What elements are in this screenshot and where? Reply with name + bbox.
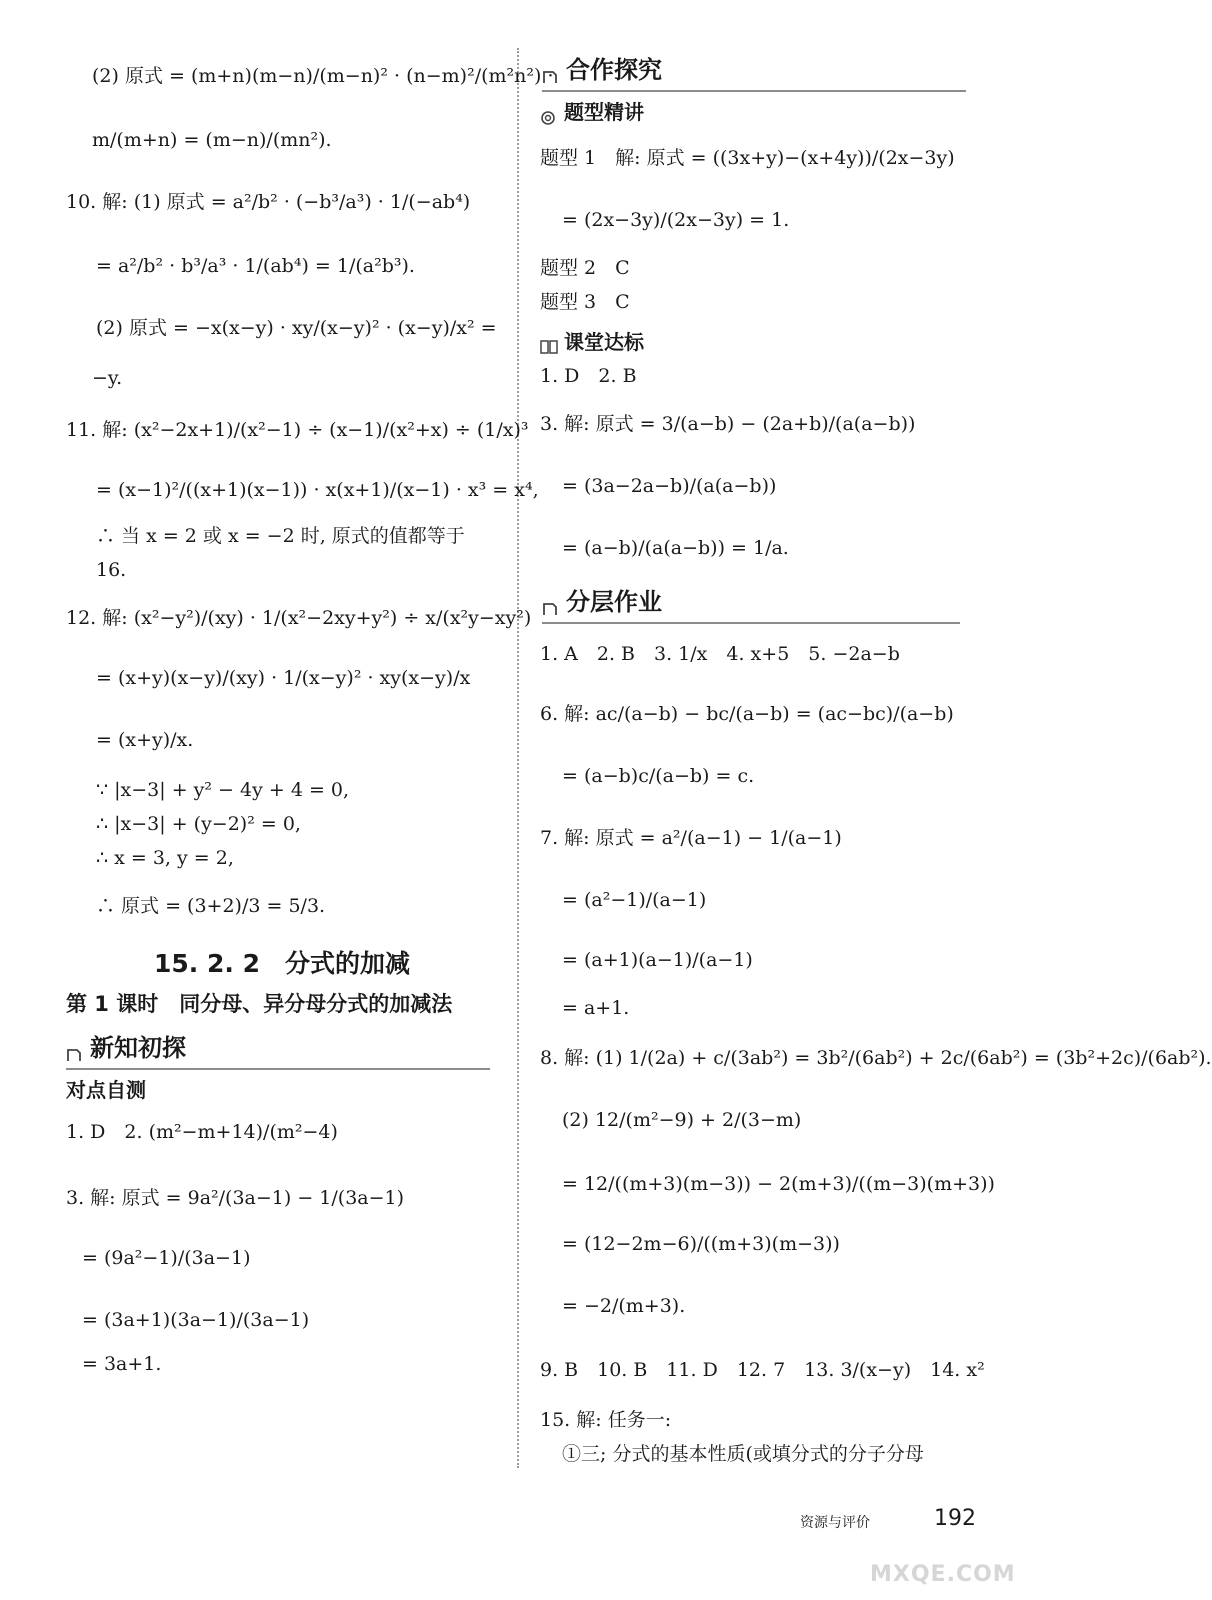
right-line3-10: = 12/((m+3)(m−3)) − 2(m+3)/((m−3)(m+3)) bbox=[562, 1173, 995, 1195]
left-line2-1: 1. D 2. (m²−m+14)/(m²−4) bbox=[66, 1121, 338, 1143]
section-new-knowledge bbox=[66, 1028, 490, 1063]
class-goal-heading bbox=[540, 326, 644, 355]
left-line2-2: 3. 解: 原式 = 9a²/(3a−1) − 1/(3a−1) bbox=[66, 1187, 405, 1209]
left-line-14: ∵ |x−3| + y² − 4y + 4 = 0, bbox=[96, 779, 350, 801]
spiral-icon bbox=[540, 106, 556, 122]
section-cooperation bbox=[542, 50, 966, 85]
left-line-4: = a²/b² · b³/a³ · 1/(ab⁴) = 1/(a²b³). bbox=[96, 255, 415, 277]
left-line-2: m/(m+n) = (m−n)/(mn²). bbox=[92, 129, 332, 151]
right-line3-3: = (a−b)c/(a−b) = c. bbox=[562, 765, 755, 787]
right-line3-14: 15. 解: 任务一: bbox=[540, 1409, 672, 1431]
footer-label: 资源与评价 bbox=[800, 1515, 870, 1531]
left-line-13: = (x+y)/x. bbox=[96, 729, 194, 751]
right-line-3: 题型 2 C bbox=[540, 257, 630, 279]
page-corner-icon bbox=[542, 63, 558, 79]
right-line2-1: 1. D 2. B bbox=[540, 365, 637, 387]
left-line-1: (2) 原式 = (m+n)(m−n)/(m−n)² · (n−m)²/(m²n²) · bbox=[92, 65, 554, 87]
left-line-6: −y. bbox=[92, 367, 123, 389]
book-icon bbox=[540, 336, 556, 352]
right-line3-15: ①三; 分式的基本性质(或填分式的分子分母 bbox=[562, 1443, 924, 1465]
section-layered-homework bbox=[542, 582, 960, 617]
right-line3-9: (2) 12/(m²−9) + 2/(3−m) bbox=[562, 1109, 802, 1131]
left-line2-5: = 3a+1. bbox=[82, 1353, 162, 1375]
section-layered-label: 分层作业 bbox=[566, 588, 662, 616]
section-cooperation-label: 合作探究 bbox=[566, 56, 662, 84]
right-line-4: 题型 3 C bbox=[540, 291, 630, 313]
right-line3-7: = a+1. bbox=[562, 997, 630, 1019]
left-line-17: ∴ 原式 = (3+2)/3 = 5/3. bbox=[96, 895, 326, 917]
page-number: 192 bbox=[934, 1506, 976, 1531]
right-line2-2: 3. 解: 原式 = 3/(a−b) − (2a+b)/(a(a−b)) bbox=[540, 413, 916, 435]
right-line3-12: = −2/(m+3). bbox=[562, 1295, 686, 1317]
column-divider bbox=[517, 48, 519, 1468]
left-line-15: ∴ |x−3| + (y−2)² = 0, bbox=[96, 813, 301, 835]
left-line-7: 11. 解: (x²−2x+1)/(x²−1) ÷ (x−1)/(x²+x) ÷ (1/x)³ bbox=[66, 419, 529, 441]
type-explain-label: 题型精讲 bbox=[564, 100, 644, 124]
section-underline bbox=[66, 1068, 490, 1070]
right-line3-8: 8. 解: (1) 1/(2a) + c/(3ab²) = 3b²/(6ab²) + 2c/(6ab²) = (3b²+2c)/(6ab²). bbox=[540, 1047, 1212, 1069]
self-test-heading: 对点自测 bbox=[66, 1078, 146, 1102]
right-line-1: 题型 1 解: 原式 = ((3x+y)−(x+4y))/(2x−3y) bbox=[540, 147, 955, 169]
left-line-5: (2) 原式 = −x(x−y) · xy/(x−y)² · (x−y)/x² = bbox=[96, 317, 497, 339]
right-line3-4: 7. 解: 原式 = a²/(a−1) − 1/(a−1) bbox=[540, 827, 842, 849]
section-new-knowledge-label: 新知初探 bbox=[90, 1034, 186, 1062]
right-line3-13: 9. B 10. B 11. D 12. 7 13. 3/(x−y) 14. x² bbox=[540, 1359, 985, 1381]
section-underline bbox=[542, 90, 966, 92]
right-line-2: = (2x−3y)/(2x−3y) = 1. bbox=[562, 209, 790, 231]
left-line-11: 12. 解: (x²−y²)/(xy) · 1/(x²−2xy+y²) ÷ x/(x²y−xy²) bbox=[66, 607, 532, 629]
left-line-3: 10. 解: (1) 原式 = a²/b² · (−b³/a³) · 1/(−ab⁴) bbox=[66, 191, 471, 213]
lesson-title: 第 1 课时 同分母、异分母分式的加减法 bbox=[66, 992, 453, 1016]
right-line3-1: 1. A 2. B 3. 1/x 4. x+5 5. −2a−b bbox=[540, 643, 900, 665]
right-line2-3: = (3a−2a−b)/(a(a−b)) bbox=[562, 475, 777, 497]
type-explain-heading bbox=[540, 96, 644, 125]
right-line3-5: = (a²−1)/(a−1) bbox=[562, 889, 707, 911]
right-line3-11: = (12−2m−6)/((m+3)(m−3)) bbox=[562, 1233, 840, 1255]
left-line-16: ∴ x = 3, y = 2, bbox=[96, 847, 234, 869]
left-line2-4: = (3a+1)(3a−1)/(3a−1) bbox=[82, 1309, 310, 1331]
right-line2-4: = (a−b)/(a(a−b)) = 1/a. bbox=[562, 537, 789, 559]
right-line3-2: 6. 解: ac/(a−b) − bc/(a−b) = (ac−bc)/(a−b) bbox=[540, 703, 954, 725]
left-line-10: 16. bbox=[96, 559, 127, 581]
left-line-12: = (x+y)(x−y)/(xy) · 1/(x−y)² · xy(x−y)/x bbox=[96, 667, 471, 689]
page-corner-icon bbox=[542, 595, 558, 611]
left-line-8: = (x−1)²/((x+1)(x−1)) · x(x+1)/(x−1) · x³ = x⁴, bbox=[96, 479, 539, 501]
page-corner-icon bbox=[66, 1041, 82, 1057]
section-title: 15. 2. 2 分式的加减 bbox=[154, 949, 410, 978]
watermark-text: MXQE.COM bbox=[870, 1562, 1016, 1587]
right-line3-6: = (a+1)(a−1)/(a−1) bbox=[562, 949, 753, 971]
left-line2-3: = (9a²−1)/(3a−1) bbox=[82, 1247, 251, 1269]
class-goal-label: 课堂达标 bbox=[564, 330, 644, 354]
section-underline bbox=[542, 622, 960, 624]
left-line-9: ∴ 当 x = 2 或 x = −2 时, 原式的值都等于 bbox=[96, 525, 465, 547]
